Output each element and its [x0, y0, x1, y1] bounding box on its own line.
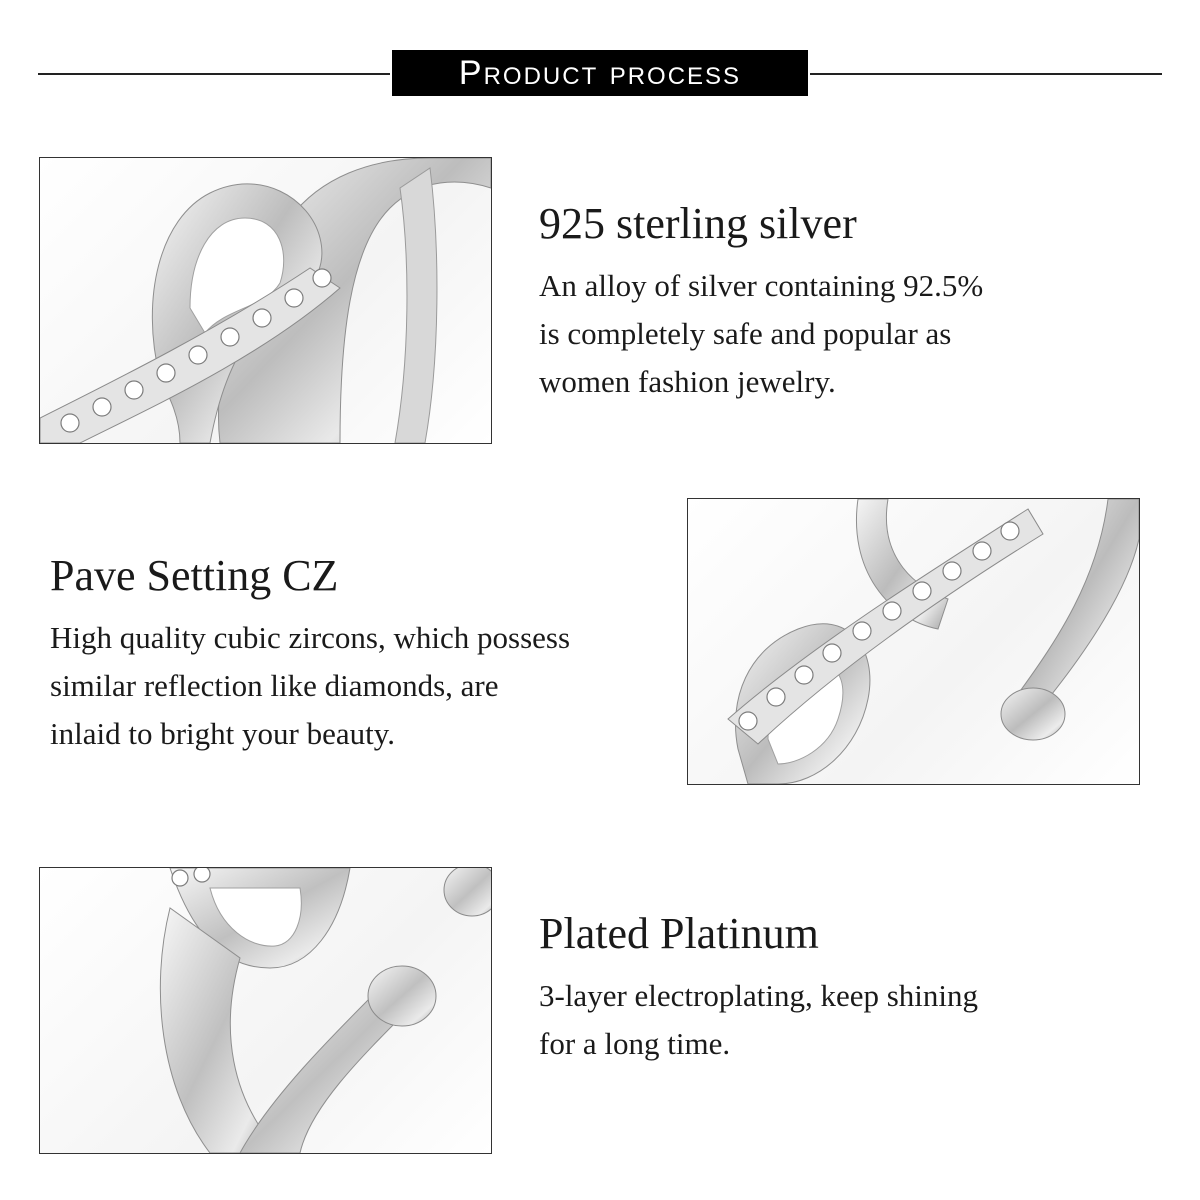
feature-title: 925 sterling silver	[539, 199, 857, 248]
description-line: is completely safe and popular as	[539, 316, 952, 352]
silver-ring-detail-image	[39, 157, 492, 444]
description-line: 3-layer electroplating, keep shining	[539, 978, 979, 1014]
feature-description	[539, 972, 1099, 1068]
description-line: High quality cubic zircons, which possess	[50, 620, 571, 656]
feature-description	[50, 614, 670, 758]
feature-title: Pave Setting CZ	[50, 551, 339, 600]
infinity-ring-zircon-image	[687, 498, 1140, 785]
open-ring-band-icon	[40, 868, 491, 1153]
section-title: Product process	[392, 50, 808, 96]
description-line: An alloy of silver containing 92.5%	[539, 268, 984, 304]
feature-plated-platinum	[539, 910, 1099, 1068]
infinity-ring-zircon-icon	[688, 499, 1139, 784]
feature-description	[539, 262, 1099, 406]
description-line: inlaid to bright your beauty.	[50, 716, 395, 752]
description-line: for a long time.	[539, 1026, 731, 1062]
header-divider-right	[810, 73, 1162, 75]
feature-title: Plated Platinum	[539, 909, 819, 958]
feature-sterling-silver	[539, 200, 1099, 406]
description-line: women fashion jewelry.	[539, 364, 836, 400]
header-divider-left	[38, 73, 390, 75]
open-ring-band-image	[39, 867, 492, 1154]
silver-ring-detail-icon	[40, 158, 491, 443]
description-line: similar reflection like diamonds, are	[50, 668, 499, 704]
feature-pave-setting	[50, 552, 670, 758]
